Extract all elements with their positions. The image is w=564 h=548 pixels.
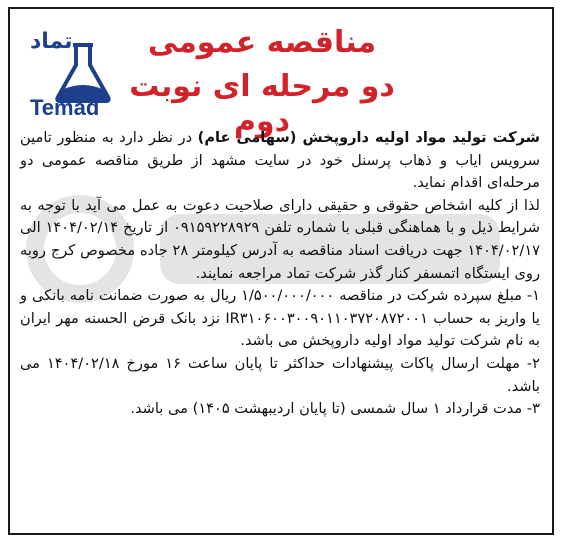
condition-item-3: ۳- مدت قرارداد ۱ سال شمسی (تا پایان اردیبهشت ۱۴۰۵) می باشد. bbox=[130, 400, 540, 418]
advertisement-frame bbox=[8, 7, 554, 535]
paragraph-intro bbox=[20, 127, 540, 195]
paragraph-invitation: لذا از کلیه اشخاص حقوقی و حقیقی دارای صلاحیت دعوت به عمل می آید با توجه به شرایط ذیل و با هماهنگی قبلی با شماره تلفن ۰۹۱۵۹۲۲۸۹۲۹ از تاریخ ۱۴۰۴/۰۲/۱۴ الی ۱۴۰۴/۰۲/۱۷ جهت دریافت اسناد مناقصه به آدرس کیلومتر ۲۸ جاده مخصوص کرج روبه روی ایستگاه اتمسفر کنار گذر شرکت تماد مراجعه نمایند. bbox=[20, 196, 540, 282]
company-name: شرکت تولید مواد اولیه داروپخش (سهامی عام) bbox=[197, 129, 540, 146]
logo-english-text: Temad bbox=[30, 95, 100, 120]
intro-text: در نظر دارد به منظور تامین سرویس ایاب و ذهاب پرسنل خود در سایت مشهد از طریق مناقصه عمومی دو مرحله‌ای اقدام نماید. bbox=[20, 129, 540, 192]
condition-item-1: ۱- مبلغ سپرده شرکت در مناقصه ۱/۵۰۰/۰۰۰/۰۰۰ ریال به صورت ضمانت نامه بانکی و یا واریز به حساب IR۳۱۰۶۰۰۳۰۰۹۰۱۱۰۳۷۲۰۸۷۲۰۰۱ نزد بانک قرض الحسنه مهر ایران به نام شرکت تولید مواد اولیه داروپخش می باشد. bbox=[20, 287, 540, 350]
title-line-2: دو مرحله ای نوبت دوم bbox=[129, 69, 395, 139]
condition-item-2: ۲- مهلت ارسال پاکات پیشنهادات حداکثر تا پایان ساعت ۱۶ مورخ ۱۴۰۴/۰۲/۱۸ می باشد. bbox=[20, 354, 540, 395]
company-logo bbox=[22, 23, 140, 123]
title-line-1: مناقصه عمومی bbox=[147, 25, 377, 60]
logo-persian-text: تماد bbox=[30, 29, 73, 54]
body-text bbox=[20, 127, 540, 421]
